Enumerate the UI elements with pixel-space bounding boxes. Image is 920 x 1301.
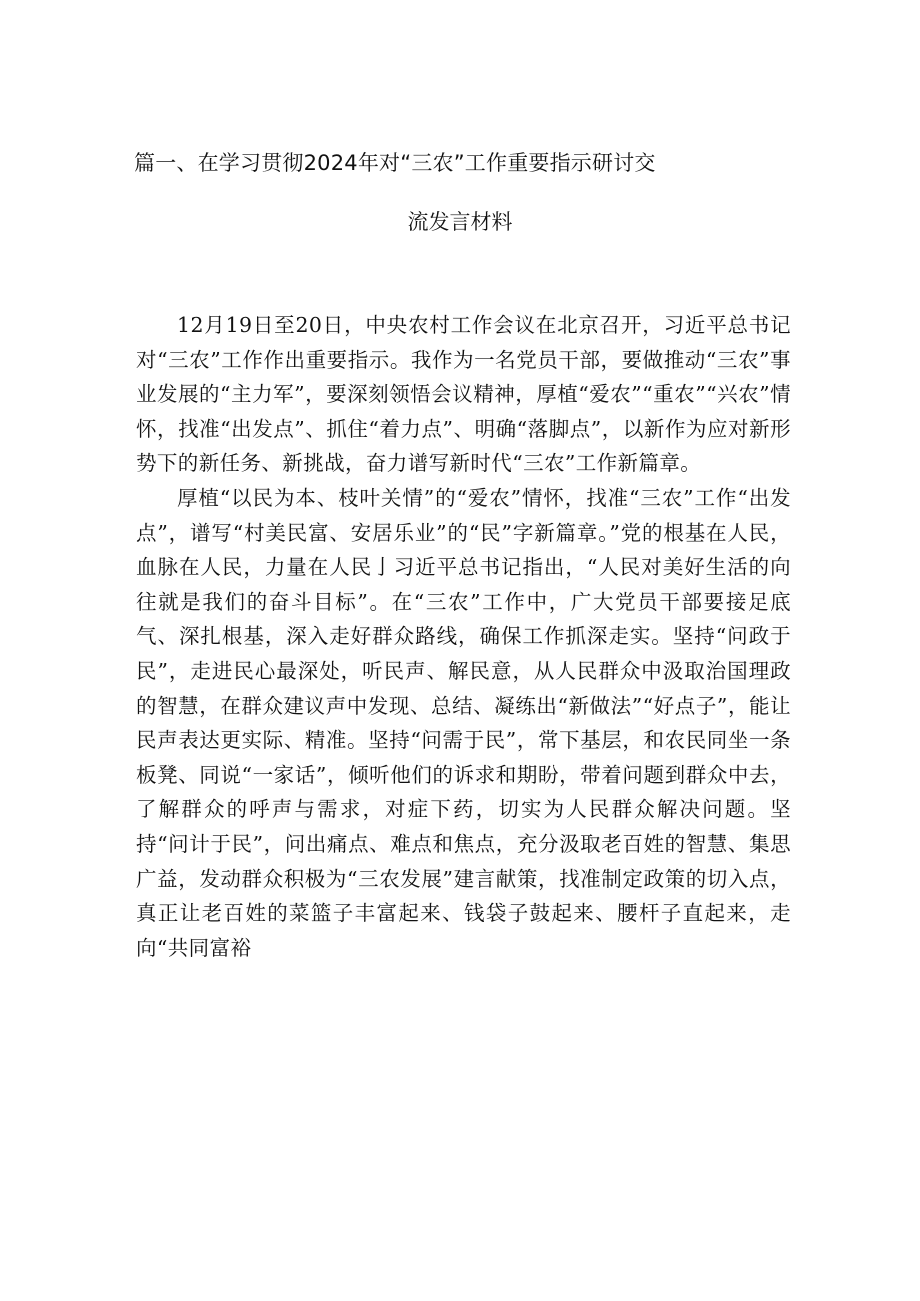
document-title-line-2: 流发言材料: [407, 210, 513, 234]
document-body: [136, 308, 791, 965]
paragraph-1: 12月19日至20日，中央农村工作会议在北京召开，习近平总书记对“三农”工作作出重要指示。我作为一名党员干部，要做推动“三农”事业发展的“主力军”，要深刻领悟会议精神，厚植“爱农”“重农”“兴农”情怀，找准“出发点”、抓住“着力点”、明确“落脚点”，以新作为应对新形势下的新任务、新挑战，奋力谱写新时代“三农”工作新篇章。: [136, 313, 791, 476]
document-title-line-1: 篇一、在学习贯彻2024年对“三农”工作重要指示研讨交: [134, 151, 656, 175]
paragraph-2: 厚植“以民为本、枝叶关情”的“爱农”情怀，找准“三农”工作“出发点”，谱写“村美民富、安居乐业”的“民”字新篇章。”党的根基在人民，血脉在人民，力量在人民亅习近平总书记指出，“人民对美好生活的向往就是我们的奋斗目标”。在“三农”工作中，广大党员干部要接足底气、深扎根基，深入走好群众路线，确保工作抓深走实。坚持“问政于民”，走进民心最深处，听民声、解民意，从人民群众中汲取治国理政的智慧，在群众建议声中发现、总结、凝练出“新做法”“好点子”，能让民声表达更实际、精准。坚持“问需于民”，常下基层，和农民同坐一条板凳、同说“一家话”，倾听他们的诉求和期盼，带着问题到群众中去，了解群众的呼声与需求，对症下药，切实为人民群众解决问题。坚持“问计于民”，问出痛点、难点和焦点，充分汲取老百姓的智慧、集思广益，发动群众积极为“三农发展”建言献策，找准制定政策的切入点，真正让老百姓的菜篮子丰富起来、钱袋子鼓起来、腰杆子直起来，走向“共同富裕: [136, 485, 791, 960]
